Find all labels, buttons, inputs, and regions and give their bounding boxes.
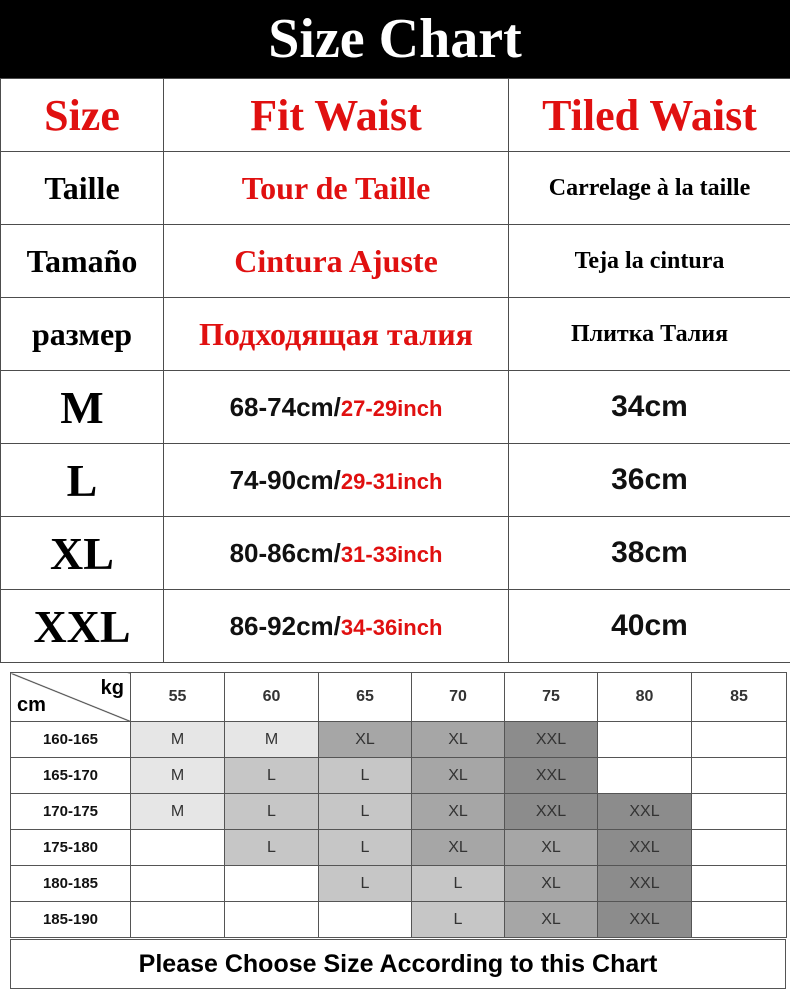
matrix-row [11,722,787,758]
size-row-m [1,371,790,444]
size-cell: XXL [505,722,598,758]
size-cell: M [131,758,225,794]
translation-row-ru [1,298,790,371]
size-value: L [1,444,164,517]
size-cell [319,902,412,938]
size-cell: L [225,794,319,830]
size-cell [692,902,787,938]
size-label-es: Tamaño [1,225,164,298]
matrix-row [11,866,787,902]
weight-header: 55 [131,673,225,722]
size-cell: L [319,794,412,830]
page-title: Size Chart [0,0,790,78]
size-cell [225,866,319,902]
fit-inch: 34-36inch [340,614,443,640]
size-cell: XL [412,722,505,758]
size-cell: XXL [598,794,692,830]
axis-corner [11,673,131,722]
size-cell: XXL [598,902,692,938]
fit-inch: 27-29inch [340,395,443,421]
size-label-fr: Taille [1,152,164,225]
size-row-l [1,444,790,517]
translation-row-fr [1,152,790,225]
fit-inch: 29-31inch [340,468,443,494]
tiled-waist-value: 36cm [509,444,790,517]
size-cell: L [225,758,319,794]
fit-inch: 31-33inch [340,541,443,567]
fit-waist-label-ru: Подходящая талия [164,298,509,371]
fit-waist-value [164,371,509,444]
height-range: 165-170 [11,758,131,794]
size-cell [131,866,225,902]
fit-cm: 86-92cm/ [229,610,341,641]
size-cell: XL [319,722,412,758]
weight-header: 65 [319,673,412,722]
tiled-waist-label-ru: Плитка Талия [509,298,790,371]
size-cell [692,722,787,758]
size-cell [225,902,319,938]
weight-axis-label: kg [100,677,124,699]
header-row [1,79,790,152]
fit-waist-value [164,517,509,590]
header-size: Size [1,79,164,152]
weight-header: 60 [225,673,319,722]
weight-header: 85 [692,673,787,722]
size-label-ru: размер [1,298,164,371]
footer-note: Please Choose Size According to this Chart [10,939,786,989]
size-cell: XL [412,758,505,794]
fit-waist-label-es: Cintura Ajuste [164,225,509,298]
matrix-row [11,902,787,938]
fit-cm: 74-90cm/ [229,464,341,495]
height-range: 170-175 [11,794,131,830]
tiled-waist-label-fr: Carrelage à la taille [509,152,790,225]
matrix-row [11,794,787,830]
matrix-row [11,758,787,794]
size-value: XXL [1,590,164,663]
size-cell: XXL [598,830,692,866]
size-cell: XXL [505,794,598,830]
size-cell [692,866,787,902]
size-cell: M [225,722,319,758]
matrix-row [11,830,787,866]
size-cell: XL [505,902,598,938]
size-cell: L [412,866,505,902]
size-cell: XL [505,830,598,866]
size-cell [598,758,692,794]
size-row-xl [1,517,790,590]
size-cell: M [131,722,225,758]
size-value: XL [1,517,164,590]
size-value: M [1,371,164,444]
size-cell [598,722,692,758]
weight-header-row [11,673,787,722]
size-cell: L [319,758,412,794]
height-axis-label: cm [17,694,46,716]
height-weight-matrix [10,672,787,938]
size-cell: XL [412,830,505,866]
size-cell: XL [412,794,505,830]
header-fit-waist: Fit Waist [164,79,509,152]
translation-row-es [1,225,790,298]
size-cell: XXL [598,866,692,902]
weight-header: 75 [505,673,598,722]
height-range: 175-180 [11,830,131,866]
tiled-waist-value: 38cm [509,517,790,590]
size-cell: M [131,794,225,830]
fit-waist-value [164,444,509,517]
header-tiled-waist: Tiled Waist [509,79,790,152]
fit-waist-value [164,590,509,663]
tiled-waist-value: 40cm [509,590,790,663]
size-cell [131,902,225,938]
size-cell: XL [505,866,598,902]
size-cell: L [225,830,319,866]
weight-header: 70 [412,673,505,722]
size-cell: XXL [505,758,598,794]
fit-waist-label-fr: Tour de Taille [164,152,509,225]
fit-cm: 80-86cm/ [229,537,341,568]
size-cell: L [319,830,412,866]
size-cell [692,758,787,794]
weight-header: 80 [598,673,692,722]
height-range: 180-185 [11,866,131,902]
height-range: 160-165 [11,722,131,758]
size-cell [692,794,787,830]
size-cell: L [412,902,505,938]
matrix-body [11,722,787,938]
fit-cm: 68-74cm/ [229,391,341,422]
tiled-waist-value: 34cm [509,371,790,444]
size-chart-table [0,78,790,663]
size-row-xxl [1,590,790,663]
size-cell: L [319,866,412,902]
size-cell [692,830,787,866]
tiled-waist-label-es: Teja la cintura [509,225,790,298]
size-cell [131,830,225,866]
height-range: 185-190 [11,902,131,938]
